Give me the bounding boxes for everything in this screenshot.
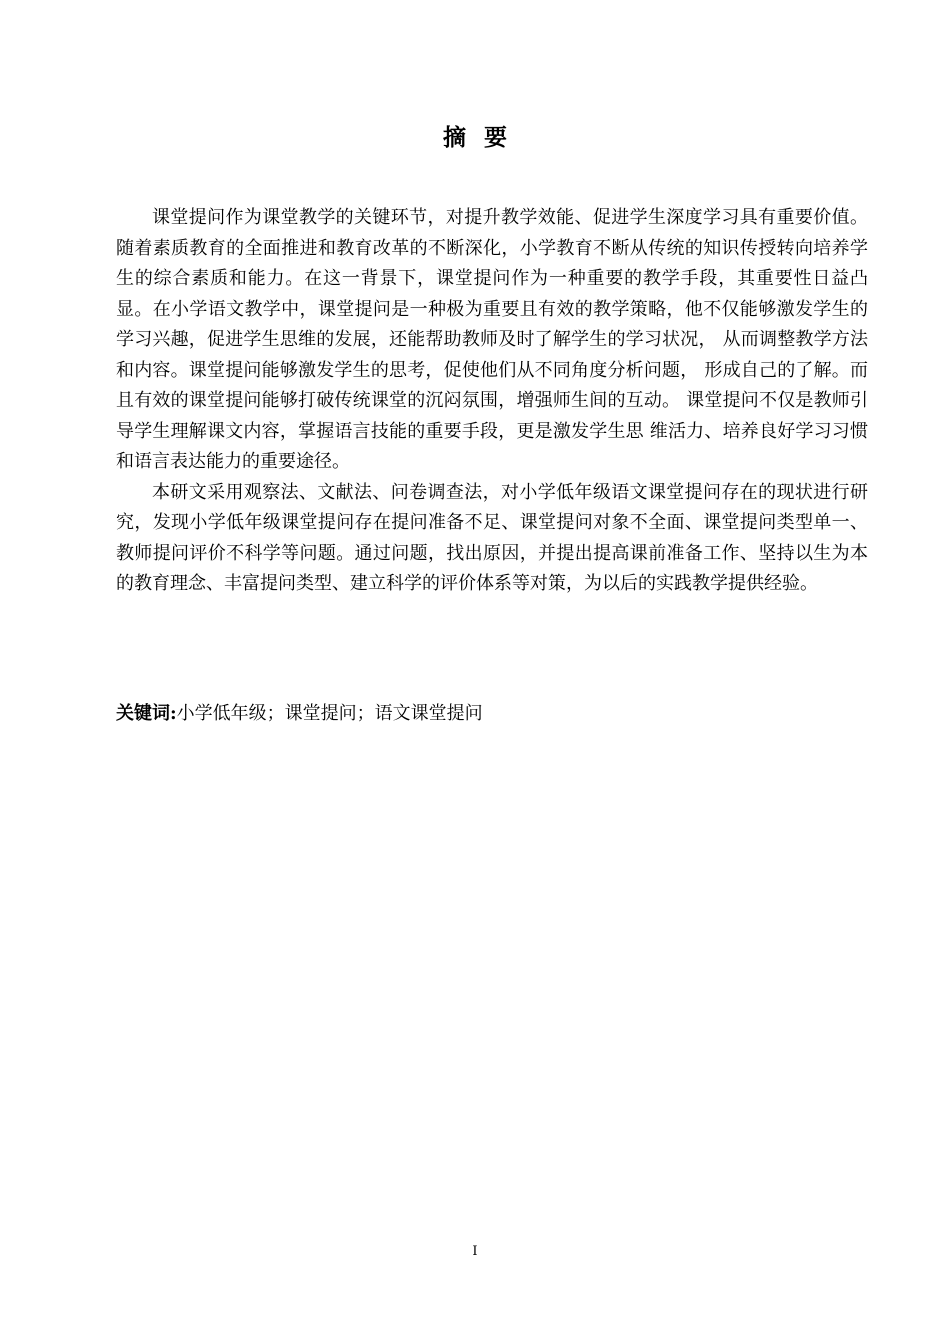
page-number: I [472, 1244, 478, 1259]
abstract-paragraph-1: 课堂提问作为课堂教学的关键环节，对提升教学效能、促进学生深度学习具有重要价值。随着素质教育的全面推进和教育改革的不断深化，小学教育不断从传统的知识传授转向培养学生的综合素质和能力。在这一背景下，课堂提问作为一种重要的教学手段，其重要性日益凸显。在小学语文教学中，课堂提问是一种极为重要且有效的教学策略，他不仅能够激发学生的学习兴趣，促进学生思维的发展，还能帮助教师及时了解学生的学习状况， 从而调整教学方法和内容。课堂提问能够激发学生的思考，促使他们从不同角度分析问题， 形成自己的了解。而且有效的课堂提问能够打破传统课堂的沉闷氛围，增强师生间的互动。 课堂提问不仅是教师引导学生理解课文内容，掌握语言技能的重要手段，更是激发学生思 维活力、培养良好学习习惯和语言表达能力的重要途径。 [116, 207, 868, 472]
keywords-text: 小学低年级；课堂提问；语文课堂提问 [176, 703, 483, 724]
keywords-label: 关键词: [116, 703, 177, 724]
abstract-body [116, 203, 868, 600]
abstract-paragraph-2: 本研文采用观察法、文献法、问卷调查法，对小学低年级语文课堂提问存在的现状进行研究，发现小学低年级课堂提问存在提问准备不足、课堂提问对象不全面、课堂提问类型单一、教师提问评价不科学等问题。通过问题，找出原因，并提出提高课前准备工作、坚持以生为本的教育理念、丰富提问类型、建立科学的评价体系等对策，为以后的实践教学提供经验。 [116, 481, 868, 594]
abstract-title: 摘要 [443, 124, 525, 151]
keywords-line [116, 700, 868, 728]
